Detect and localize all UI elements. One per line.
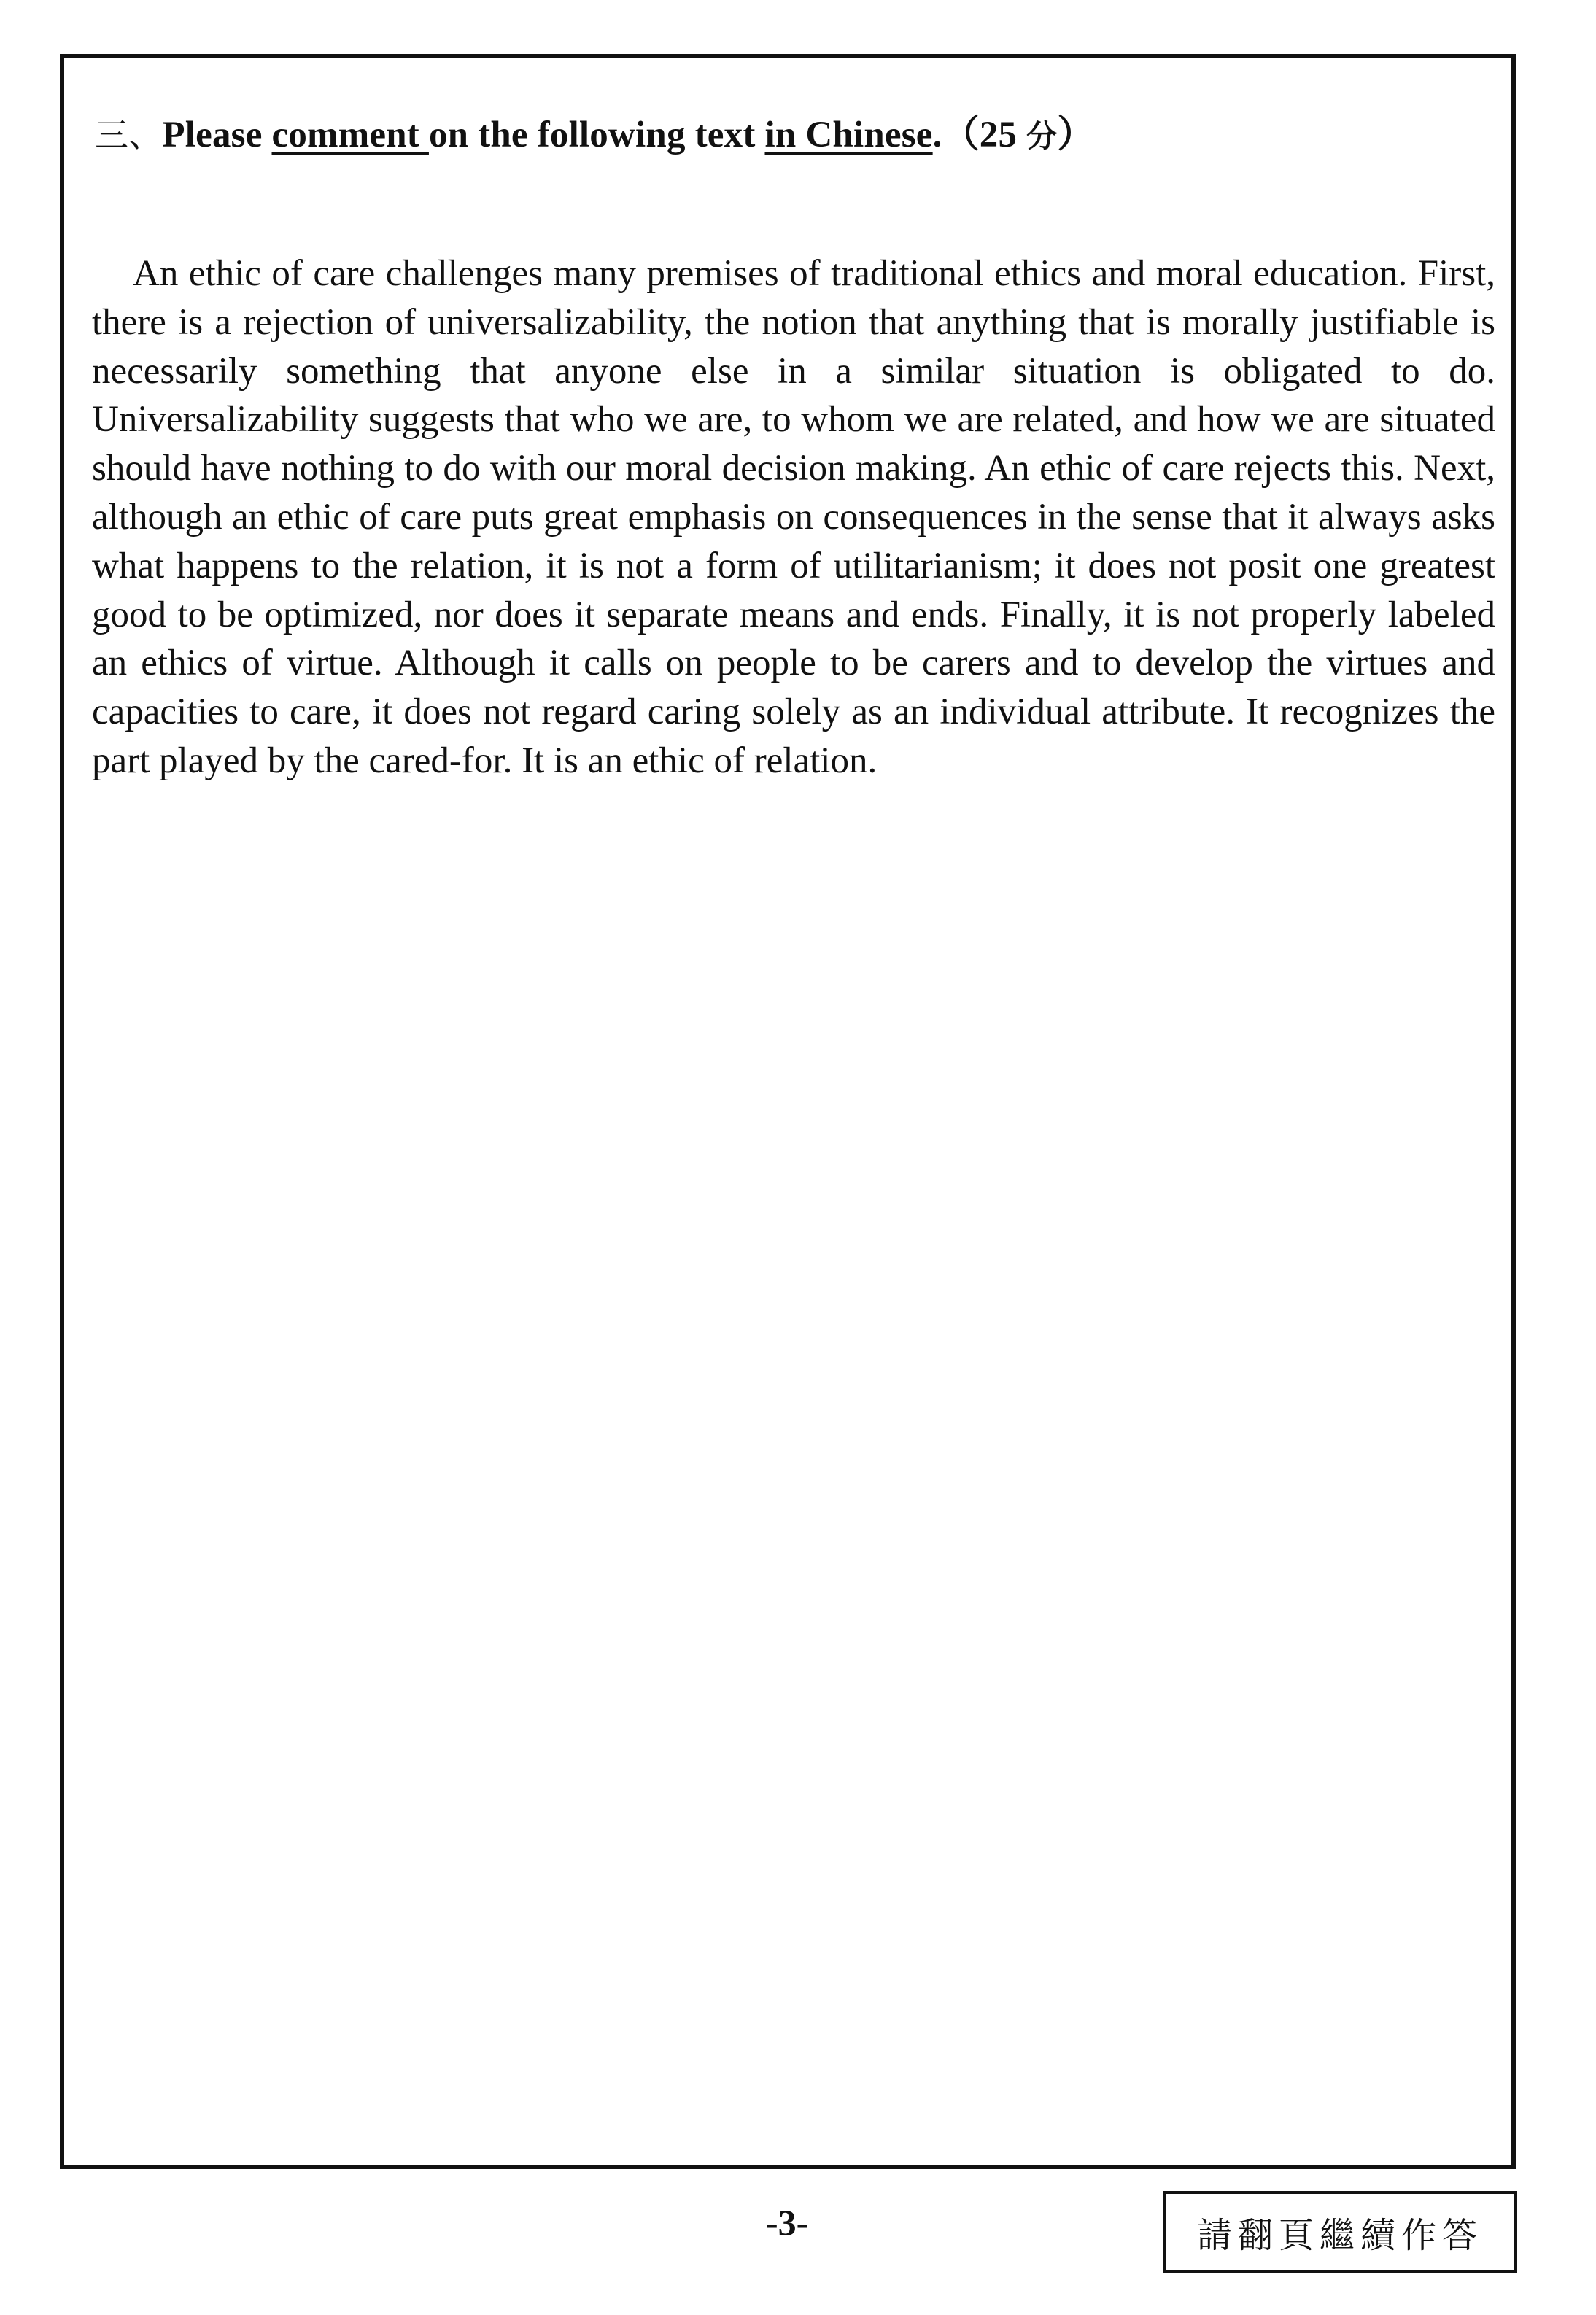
question-text-after: . — [932, 115, 942, 155]
continue-note-text: 請翻頁繼續作答 — [1196, 2214, 1483, 2256]
question-underlined-comment: comment — [271, 115, 429, 155]
passage-text: An ethic of care challenges many premises of traditional ethics and moral education. First, there is a rejection of universalizability, the notion that anything that is morally justifiable is necessarily something that anyone else in a similar situation is obligated to do. Universalizability suggests that who we are, to whom we are related, and how we are situated should have nothing to do with our moral decision making. An ethic of care rejects this. Next, although an ethic of care puts great emphasis on consequences in the sense that it always asks what happens to the relation, it is not a form of utilitarianism; it does not posit one greatest good to be optimized, nor does it separate means and ends. Finally, it is not properly labeled an ethics of virtue. Although it calls on people to be carers and to develop the virtues and capacities to care, it does not regard caring solely as an individual attribute. It recognizes the part played by the cared-for. It is an ethic of relation. — [92, 253, 1495, 781]
question-text-middle: on the following text — [428, 115, 765, 155]
question-heading — [95, 104, 1095, 158]
continue-note-box — [1163, 2191, 1517, 2273]
page-number: -3- — [766, 2202, 809, 2243]
points-close: ） — [1057, 115, 1095, 155]
points-unit: 分 — [1026, 118, 1058, 154]
question-points — [942, 115, 1095, 155]
question-underlined-language: in Chinese — [764, 115, 933, 155]
question-text-before: Please — [162, 115, 272, 155]
points-open: （25 — [942, 115, 1027, 155]
answer-frame — [60, 54, 1516, 2169]
question-number: 三、 — [95, 115, 163, 155]
